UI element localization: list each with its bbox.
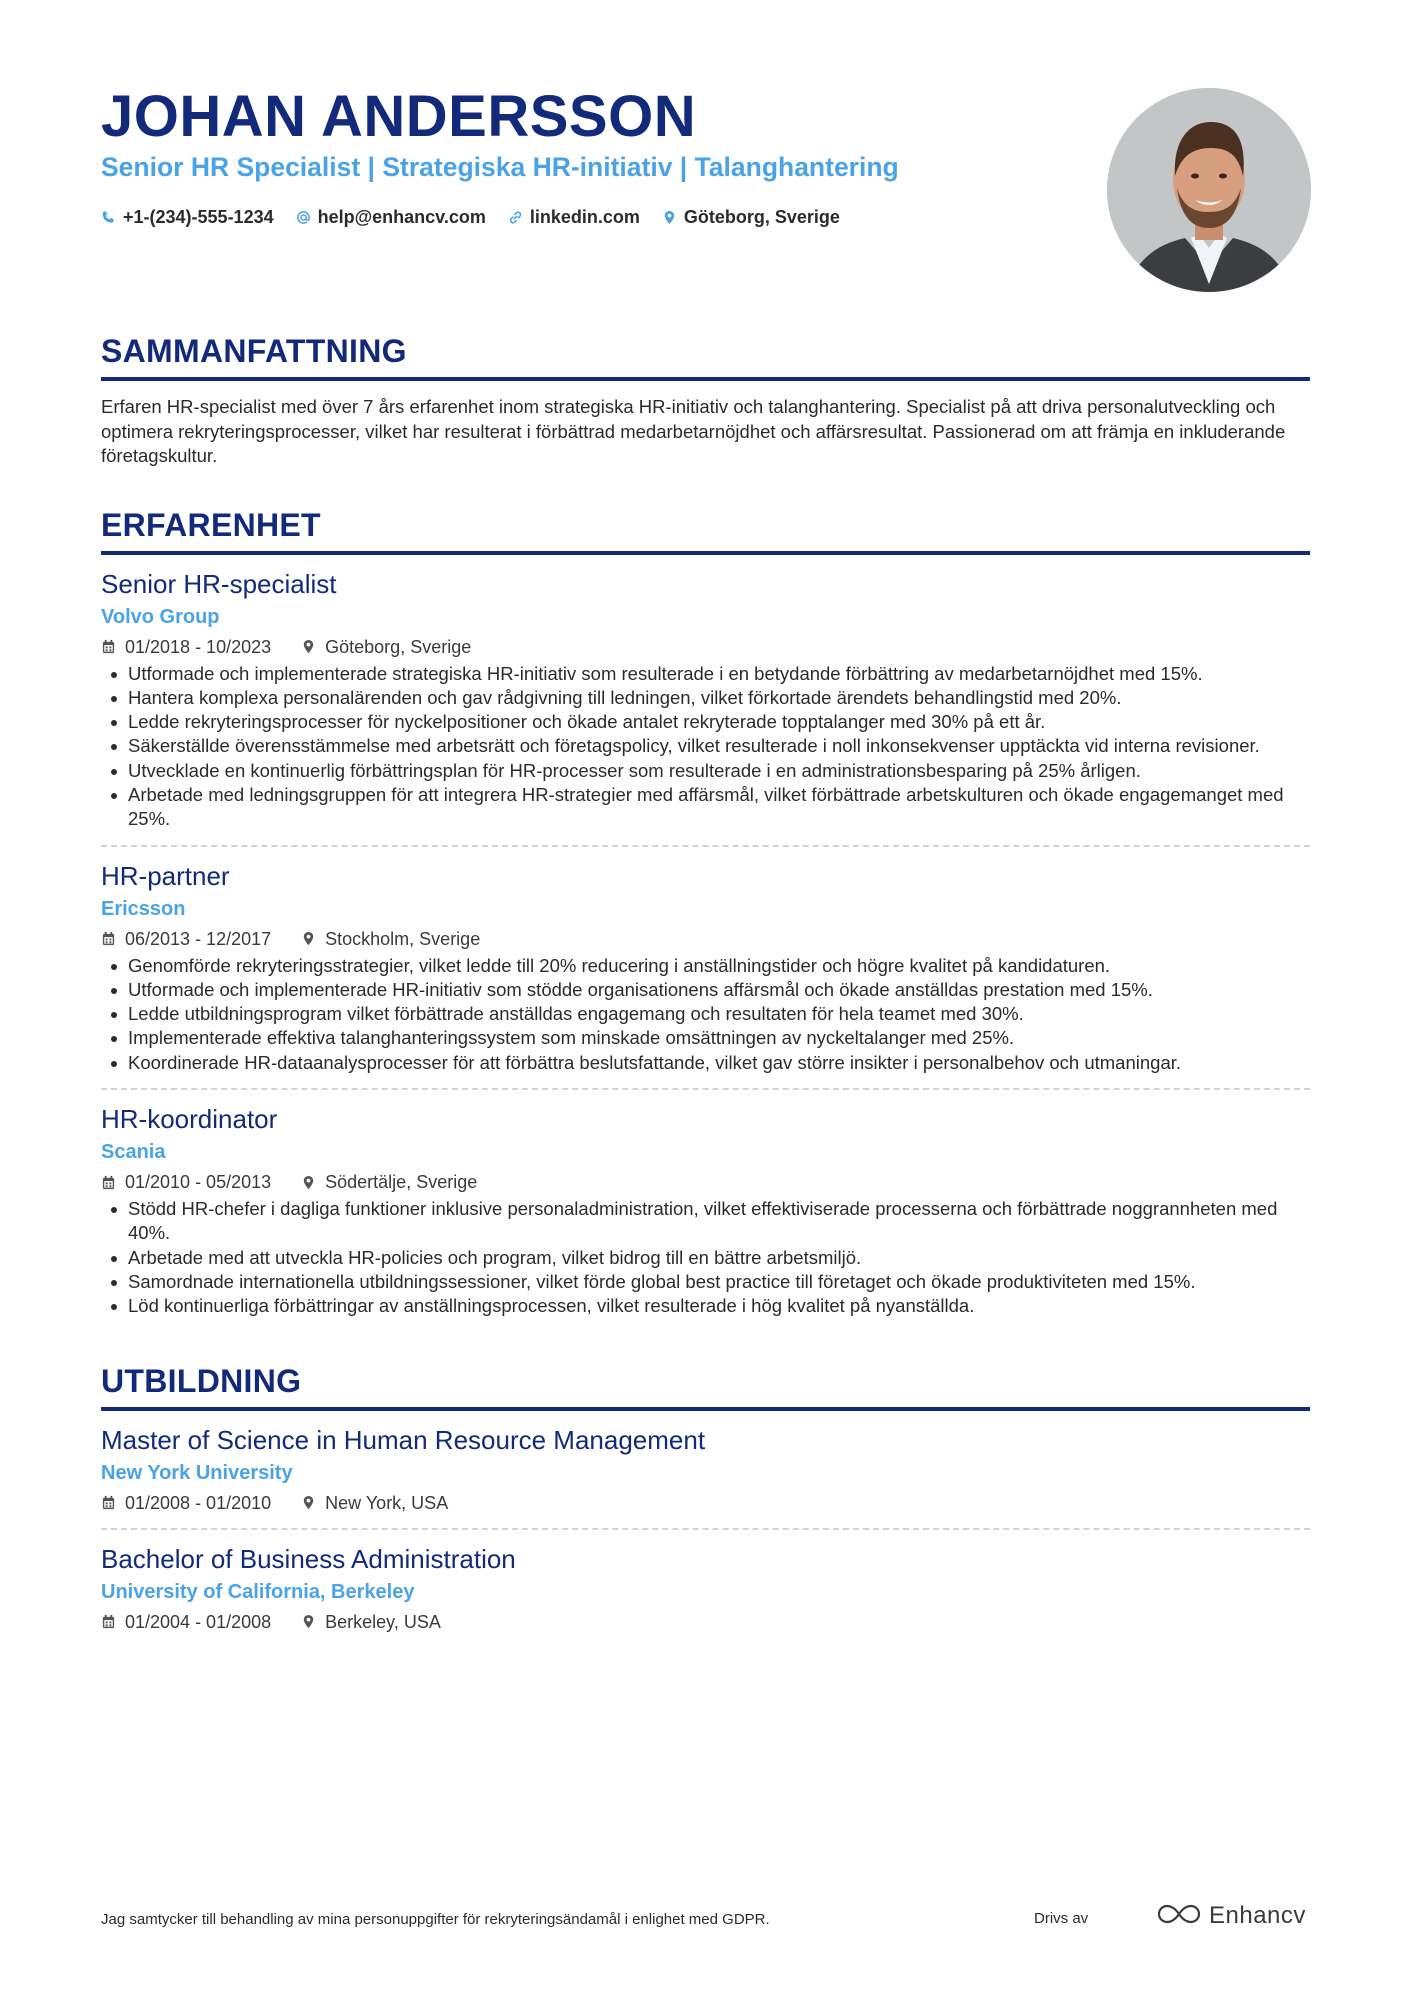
bullet-item: Löd kontinuerliga förbättringar av anställningsprocessen, vilket resulterade i hög kvalitet på nyanställda. [101, 1294, 1310, 1318]
map-pin-icon [301, 1175, 316, 1190]
degree-title: Bachelor of Business Administration [101, 1543, 516, 1574]
job-meta [101, 1170, 1310, 1194]
summary-section [101, 331, 1310, 469]
infinity-logo-icon [1155, 1902, 1203, 1931]
school-name: University of California, Berkeley [101, 1580, 415, 1603]
education-heading: UTBILDNING [101, 1362, 302, 1399]
job-dates-text: 01/2010 - 05/2013 [125, 1172, 272, 1193]
education-meta [101, 1491, 1310, 1515]
job-location-text: Stockholm, Sverige [325, 928, 481, 949]
profile-photo [1107, 88, 1311, 292]
candidate-headline: Senior HR Specialist | Strategiska HR-initiativ | Talanghantering [101, 152, 899, 182]
section-divider [101, 377, 1310, 381]
entry-divider [101, 1528, 1310, 1530]
job-dates [101, 635, 271, 659]
job-bullets [101, 954, 1310, 1075]
job-bullets [101, 662, 1310, 832]
entry-divider [101, 1088, 1310, 1090]
summary-heading: SAMMANFATTNING [101, 333, 407, 369]
calendar-icon [101, 639, 116, 654]
company-name: Scania [101, 1141, 166, 1164]
education-location-text: Berkeley, USA [325, 1611, 441, 1632]
bullet-item: Utvecklade en kontinuerlig förbättringsplan för HR-processer som resulterade i en administrationsbesparing på 25% årligen. [101, 759, 1310, 783]
bullet-item: Koordinerade HR-dataanalysprocesser för att förbättra beslutsfattande, vilket gav större insikter i personalbehov och utmaningar. [101, 1051, 1310, 1075]
calendar-icon [101, 931, 116, 946]
entry-divider [101, 845, 1310, 847]
company-name: Volvo Group [101, 605, 220, 628]
education-dates [101, 1610, 271, 1634]
job-dates [101, 1170, 271, 1194]
job-dates [101, 927, 271, 951]
school-name: New York University [101, 1461, 293, 1484]
contact-email[interactable] [296, 204, 486, 230]
map-pin-icon [301, 1495, 316, 1510]
experience-heading: ERFARENHET [101, 506, 321, 543]
bullet-item: Ledde rekryteringsprocesser för nyckelpositioner och ökade antalet rekryterade topptalanger med 30% på ett år. [101, 710, 1310, 734]
job-dates-text: 01/2018 - 10/2023 [125, 636, 272, 657]
bullet-item: Samordnade internationella utbildningssessioner, vilket förde global best practice till företaget och ökade produktiviteten med 15%. [101, 1270, 1310, 1294]
bullet-item: Utformade och implementerade HR-initiativ som stödde organisationens affärsmål och ökade anställdas prestation med 15%. [101, 978, 1310, 1002]
job-title: HR-koordinator [101, 1104, 278, 1135]
summary-text: Erfaren HR-specialist med över 7 års erfarenhet inom strategiska HR-initiativ och talanghantering. Specialist på att driva personalutveckling och optimera rekryteringsprocesser, vilket har resulterat i förbättrad medarbetarnöjdhet och affärsresultat. Passionerad om att främja en inkluderande företagskultur. [101, 396, 1286, 466]
contact-location-text: Göteborg, Sverige [683, 207, 840, 227]
job-entry [101, 567, 1310, 832]
bullet-item: Arbetade med att utveckla HR-policies och program, vilket bidrog till en bättre arbetsmiljö. [101, 1246, 1310, 1270]
map-pin-icon [301, 1614, 316, 1629]
candidate-name: JOHAN ANDERSSON [101, 84, 697, 149]
company-name: Ericsson [101, 897, 186, 920]
education-dates-text: 01/2008 - 01/2010 [125, 1492, 272, 1513]
bullet-item: Arbetade med ledningsgruppen för att integrera HR-strategier med affärsmål, vilket förbättrade arbetskulturen och ökade engagemanget med 25%. [101, 783, 1310, 832]
calendar-icon [101, 1495, 116, 1510]
education-section [101, 1361, 1310, 1634]
contact-linkedin[interactable] [508, 204, 640, 230]
education-dates [101, 1491, 271, 1515]
job-title: HR-partner [101, 860, 230, 891]
map-pin-icon [301, 639, 316, 654]
education-location-text: New York, USA [325, 1492, 449, 1513]
link-icon [508, 210, 523, 225]
job-entry [101, 859, 1310, 1075]
bullet-item: Ledde utbildningsprogram vilket förbättrade anställdas engagemang och resultaten för hela teamet med 30%. [101, 1002, 1310, 1026]
enhancv-brand-text: Enhancv [1209, 1902, 1306, 1929]
phone-icon [101, 210, 116, 225]
job-bullets [101, 1197, 1310, 1318]
powered-by-label: Drivs av [1034, 1910, 1089, 1927]
contact-phone-text: +1-(234)-555-1234 [123, 207, 274, 227]
contact-phone[interactable] [101, 204, 274, 230]
job-entry [101, 1102, 1310, 1318]
calendar-icon [101, 1175, 116, 1190]
enhancv-logo[interactable] [1155, 1901, 1306, 1931]
job-dates-text: 06/2013 - 12/2017 [125, 928, 272, 949]
education-entry [101, 1542, 1310, 1634]
calendar-icon [101, 1614, 116, 1629]
section-divider [101, 1407, 1310, 1411]
resume-header [101, 0, 1310, 310]
degree-title: Master of Science in Human Resource Management [101, 1424, 706, 1455]
education-meta [101, 1610, 1310, 1634]
education-entry [101, 1423, 1310, 1515]
job-location [301, 927, 480, 951]
job-location-text: Södertälje, Sverige [325, 1172, 478, 1193]
job-location-text: Göteborg, Sverige [325, 636, 472, 657]
contact-bar [101, 204, 840, 230]
section-divider [101, 551, 1310, 555]
education-location [301, 1610, 441, 1634]
bullet-item: Implementerade effektiva talanghanteringssystem som minskade omsättningen av nyckeltalanger med 25%. [101, 1026, 1310, 1050]
education-location [301, 1491, 448, 1515]
job-meta [101, 635, 1310, 659]
bullet-item: Hantera komplexa personalärenden och gav rådgivning till ledningen, vilket förkortade ärendets behandlingstid med 20%. [101, 686, 1310, 710]
bullet-item: Säkerställde överensstämmelse med arbetsrätt och företagspolicy, vilket resulterade i noll inkonsekvenser upptäckta vid interna revisioner. [101, 734, 1310, 758]
contact-email-text: help@enhancv.com [317, 207, 486, 227]
map-pin-icon [662, 210, 677, 225]
education-dates-text: 01/2004 - 01/2008 [125, 1611, 272, 1632]
contact-location [662, 204, 840, 230]
experience-section [101, 505, 1310, 1319]
bullet-item: Stödd HR-chefer i dagliga funktioner inklusive personaladministration, vilket effektiviserade processerna och förbättrade noggrannheten med 40%. [101, 1197, 1310, 1246]
map-pin-icon [301, 931, 316, 946]
bullet-item: Genomförde rekryteringsstrategier, vilket ledde till 20% reducering i anställningstider och högre kvalitet på kandidaturen. [101, 954, 1310, 978]
job-location [301, 1170, 477, 1194]
gdpr-consent: Jag samtycker till behandling av mina personuppgifter för rekryteringsändamål i enlighet med GDPR. [101, 1911, 770, 1928]
at-icon [296, 210, 311, 225]
job-location [301, 635, 471, 659]
job-title: Senior HR-specialist [101, 568, 337, 599]
job-meta [101, 927, 1310, 951]
contact-linkedin-text: linkedin.com [529, 207, 640, 227]
bullet-item: Utformade och implementerade strategiska HR-initiativ som resulterade i en betydande förbättring av medarbetarnöjdhet med 15%. [101, 662, 1310, 686]
